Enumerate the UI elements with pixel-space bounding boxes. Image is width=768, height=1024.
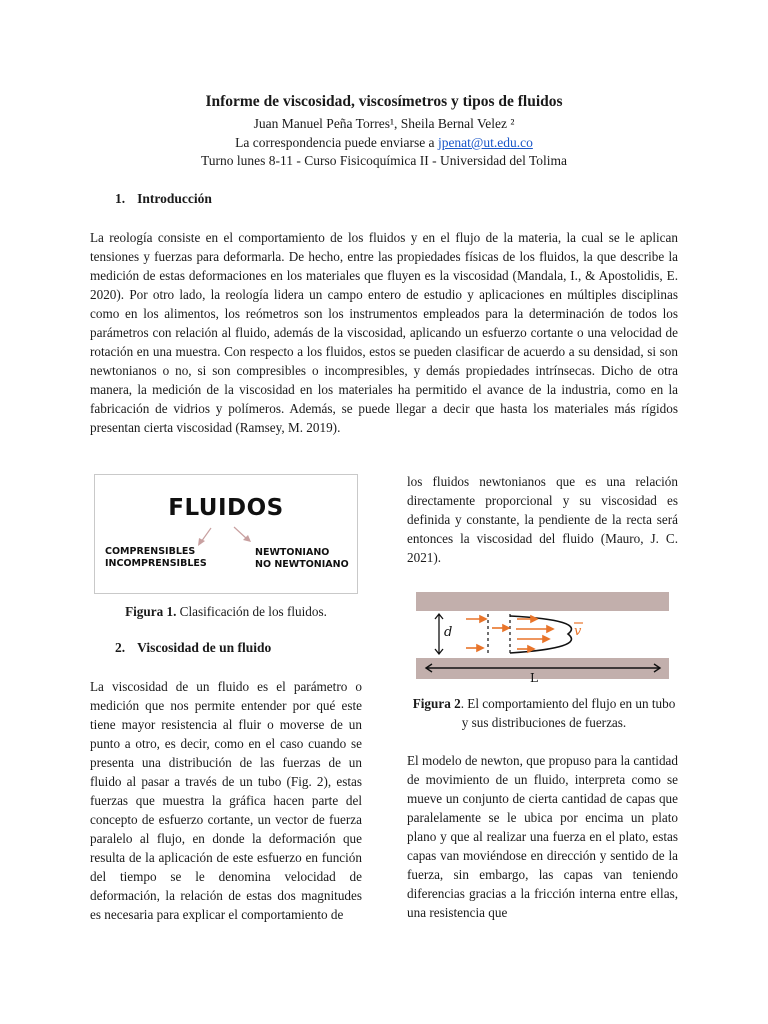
section-1-heading xyxy=(115,191,212,207)
section-2-heading xyxy=(115,640,271,656)
right-column-paragraph-bottom: El modelo de newton, que propuso para la cantidad de movimiento de un fluido, interpreta como se mueve un conjunto de cierta cantidad de capas que paralelamente se le ubica por encima un plato plano y que al realizar una fuerza en el plato, estas capas van moviéndose en dirección y sentido de la fuerza, sin embargo, las capas van teniendo diferencias gracias a la fricción interna entre ellas, una resistencia que xyxy=(407,753,678,920)
figure-1-right-line2: NO NEWTONIANO xyxy=(255,559,349,570)
correspondence-prefix: La correspondencia puede enviarse a xyxy=(235,135,438,150)
figure-2-caption xyxy=(412,694,676,732)
section-2-number: 2. xyxy=(115,640,126,655)
correspondence-line xyxy=(0,135,768,151)
figure-1-caption-label: Figura 1. xyxy=(125,604,177,619)
section-1-title: Introducción xyxy=(137,191,212,206)
document-title: Informe de viscosidad, viscosímetros y tipos de fluidos xyxy=(205,93,563,110)
figure-1-left-line1: COMPRENSIBLES xyxy=(105,546,196,557)
authors-line: Juan Manuel Peña Torres¹, Sheila Bernal Velez ² xyxy=(253,116,515,131)
figure-1-heading: FLUIDOS xyxy=(168,495,284,521)
right-column-paragraph-top: los fluidos newtonianos que es una relación directamente proporcional y su viscosidad es definida y constante, la pendiente de la recta será entonces la viscosidad del fluido (Mauro, J. C. 2021). xyxy=(407,474,678,565)
figure-1-right-line1: NEWTONIANO xyxy=(255,547,330,558)
figure-2-diagram xyxy=(416,592,670,684)
section-1-paragraph: La reología consiste en el comportamiento de los fluidos y en el flujo de la materia, la cual se le aplican tensiones y fuerzas para deformarla. De hecho, entre las propiedades físicas de los fluidos, la que describe la medición de estas deformaciones en los materiales que fluyen es la viscosidad (Mandala, I., & Apostolidis, E. 2020). Por otro lado, la reología lidera un campo entero de estudio y aplicaciones en múltiples disciplinas como en los alimentos, los reómetros son los instrumentos empleados para la determinación de todos los parámetros con relación al fluido, además de la viscosidad, aplicando un esfuerzo cortante o una velocidad de rotación en una muestra. Con respecto a los fluidos, estos se pueden clasificar de acuerdo a su densidad, si son newtonianos o no, si son compresibles o incompresibles, y demás propiedades intrínsecas. Dicho de otra manera, la medición de la viscosidad en los materiales ha permitido el avance de la industria, como en la fabricación de vidrios y polímeros. Además, se puede llegar a decir que hasta los materiales más rígidos presentan cierta viscosidad (Ramsey, M. 2019). xyxy=(90,230,678,435)
tube-top-wall xyxy=(416,592,669,611)
email-link[interactable]: jpenat@ut.edu.co xyxy=(437,135,533,150)
section-2-paragraph: La viscosidad de un fluido es el parámetro o medición que nos permite entender por qué este tiene mayor resistencia al fluir o moverse de un punto a otro, es decir, como en el caso cuando se presenta una distribución de las fuerzas de un fluido al pasar a través de un tubo (Fig. 2), estas fuerzas que muestra la gráfica hacen parte del concepto de esfuerzo cortante, un vector de fuerza paralelo al flujo, en donde la deformación que resulta de la aplicación de este esfuerzo en función del tiempo se le denomina velocidad de deformación, la relación de estas dos magnitudes es necesaria para explicar el comportamiento de xyxy=(90,679,362,922)
figure-2-caption-label: Figura 2 xyxy=(412,696,461,711)
figure-1-left-line2: INCOMPRENSIBLES xyxy=(105,558,207,569)
figure-1-left-label xyxy=(105,546,207,570)
figure-1-caption xyxy=(94,602,358,621)
figure-2-caption-text: . El comportamiento del flujo en un tubo y sus distribuciones de fuerzas. xyxy=(460,696,676,730)
figure-1-diagram xyxy=(94,474,358,594)
d-label: d xyxy=(444,625,453,640)
course-line: Turno lunes 8-11 - Curso Fisicoquímica II - Universidad del Tolima xyxy=(200,153,568,168)
figure-1-arrows xyxy=(95,475,357,593)
section-1-number: 1. xyxy=(115,191,126,206)
figure-1-right-label xyxy=(255,547,349,571)
figure-1-caption-text: Clasificación de los fluidos. xyxy=(176,604,327,619)
velocity-profile xyxy=(510,616,571,653)
l-label: L xyxy=(530,671,538,684)
section-2-title: Viscosidad de un fluido xyxy=(137,640,272,655)
v-label: v xyxy=(574,624,582,639)
